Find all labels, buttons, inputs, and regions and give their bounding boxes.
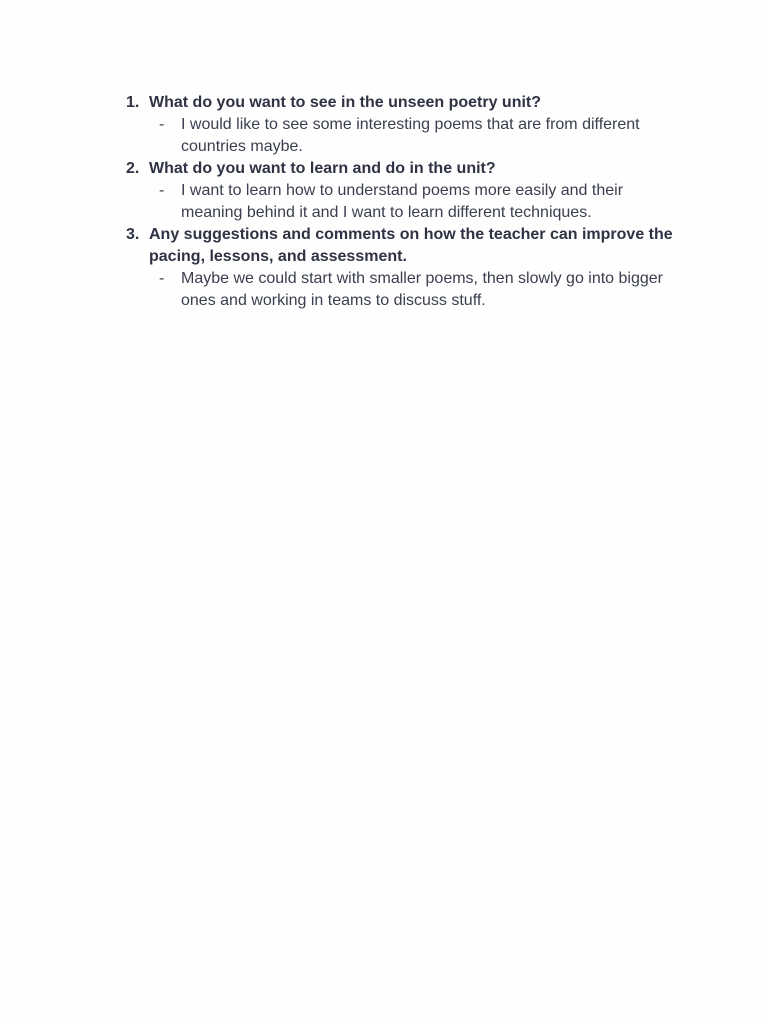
- dash-bullet: -: [159, 116, 165, 133]
- question-item-3: [126, 224, 686, 312]
- answer-item: [159, 180, 686, 224]
- answer-text: I want to learn how to understand poems more easily and their meaning behind it and I want to learn different techniques.: [181, 182, 624, 221]
- question-number: 3.: [126, 226, 140, 243]
- question-item-2: [126, 158, 686, 224]
- dash-bullet: -: [159, 182, 165, 199]
- question-text: What do you want to see in the unseen poetry unit?: [149, 94, 542, 111]
- answer-text: Maybe we could start with smaller poems, then slowly go into bigger ones and working in teams to discuss stuff.: [181, 270, 663, 309]
- question-number: 1.: [126, 94, 140, 111]
- question-item-1: [126, 92, 686, 158]
- answer-item: [159, 114, 686, 158]
- question-number: 2.: [126, 160, 140, 177]
- answer-text: I would like to see some interesting poems that are from different countries maybe.: [181, 116, 640, 155]
- answer-item: [159, 268, 686, 312]
- dash-bullet: -: [159, 270, 165, 287]
- question-list: [126, 92, 686, 312]
- question-text: What do you want to learn and do in the unit?: [149, 160, 496, 177]
- question-text: Any suggestions and comments on how the teacher can improve the pacing, lessons, and assessment.: [149, 226, 673, 265]
